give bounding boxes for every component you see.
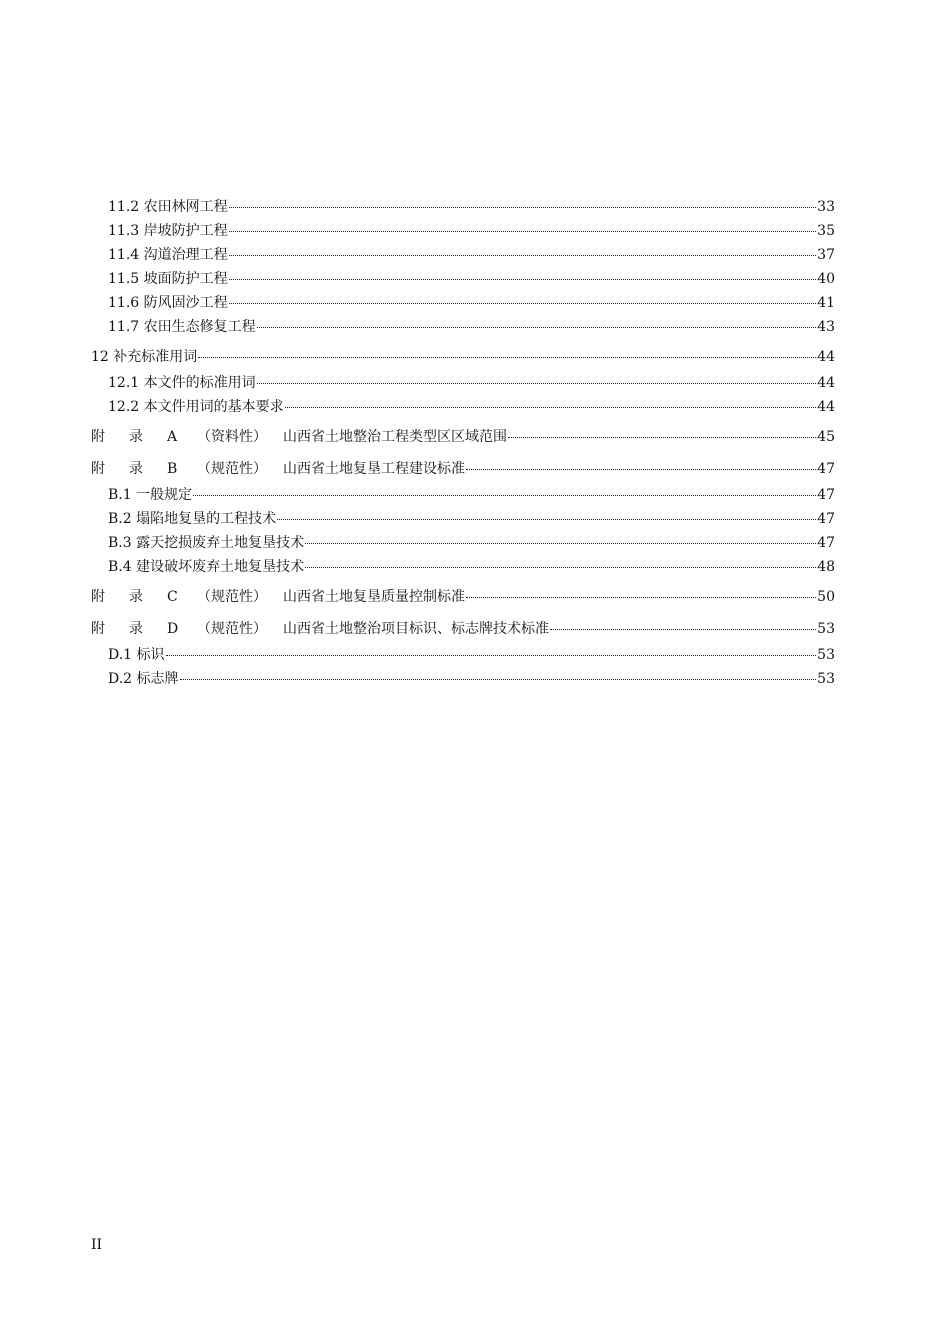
section-title: 农田生态修复工程: [143, 319, 256, 335]
section-title: 标识: [136, 647, 165, 663]
appendix-word: 录: [129, 589, 143, 605]
dot-leader: [229, 231, 817, 232]
page-number: 33: [817, 199, 835, 215]
dot-leader: [305, 543, 816, 544]
toc-entry-label: [108, 510, 276, 528]
section-number: 12: [91, 349, 109, 365]
section-number: 11.5: [108, 271, 140, 287]
section-title: 坡面防护工程: [143, 271, 228, 287]
toc-entry-11-2[interactable]: [108, 198, 835, 216]
section-title: 建设破坏废弃土地复垦技术: [136, 559, 305, 575]
page-number: 44: [817, 349, 835, 365]
toc-entry-11-6[interactable]: [108, 294, 835, 312]
dot-leader: [198, 357, 816, 358]
toc-entry-11-4[interactable]: [108, 246, 835, 264]
appendix-word: 附: [91, 429, 105, 445]
toc-entry-label: [91, 588, 465, 606]
appendix-letter: A: [167, 429, 178, 445]
toc-entry-label: [108, 374, 256, 392]
dot-leader: [257, 327, 817, 328]
dot-leader: [229, 255, 817, 256]
section-title: 山西省土地整治工程类型区区域范围: [283, 429, 507, 445]
toc-entry-label: [108, 222, 228, 240]
section-number: 12.2: [108, 399, 140, 415]
section-number: B.4: [108, 559, 132, 575]
appendix-type: （规范性）: [197, 589, 267, 605]
dot-leader: [550, 629, 816, 630]
page-number: 40: [817, 271, 835, 287]
section-number: 11.6: [108, 295, 140, 311]
page-number: 44: [817, 375, 835, 391]
dot-leader: [508, 437, 816, 438]
toc-entry-appendix-c[interactable]: [91, 588, 835, 606]
toc-entry-label: [108, 646, 165, 664]
page-number: 43: [817, 319, 835, 335]
appendix-type: （规范性）: [197, 461, 267, 477]
dot-leader: [305, 567, 816, 568]
appendix-word: 附: [91, 621, 105, 637]
section-number: 11.4: [108, 247, 140, 263]
toc-entry-label: [108, 670, 179, 688]
section-title: 塌陷地复垦的工程技术: [136, 511, 277, 527]
section-number: D.2: [108, 671, 133, 687]
toc-entry-appendix-b[interactable]: [91, 460, 835, 478]
toc-entry-label: [108, 270, 228, 288]
dot-leader: [180, 679, 817, 680]
toc-entry-d-2[interactable]: [108, 670, 835, 688]
appendix-letter: C: [167, 589, 178, 605]
toc-entry-11-7[interactable]: [108, 318, 835, 336]
page-number: 48: [817, 559, 835, 575]
dot-leader: [193, 495, 816, 496]
section-number: 11.7: [108, 319, 140, 335]
footer-page-number: II: [91, 1237, 103, 1253]
page-number: 53: [817, 621, 835, 637]
appendix-word: 附: [91, 461, 105, 477]
toc-entry-12-2[interactable]: [108, 398, 835, 416]
toc-entry-label: [108, 294, 228, 312]
toc-entry-label: [108, 198, 228, 216]
section-number: 12.1: [108, 375, 140, 391]
section-title: 防风固沙工程: [143, 295, 228, 311]
section-number: B.1: [108, 487, 132, 503]
appendix-word: 录: [129, 429, 143, 445]
section-number: 11.2: [108, 199, 140, 215]
section-title: 山西省土地复垦质量控制标准: [283, 589, 465, 605]
section-title: 沟道治理工程: [143, 247, 228, 263]
toc-entry-12[interactable]: [91, 348, 835, 366]
toc-entry-12-1[interactable]: [108, 374, 835, 392]
appendix-letter: B: [167, 461, 178, 477]
toc-entry-label: [91, 460, 465, 478]
page-number: 50: [817, 589, 835, 605]
appendix-word: 附: [91, 589, 105, 605]
section-title: 本文件用词的基本要求: [143, 399, 284, 415]
toc-entry-b-1[interactable]: [108, 486, 835, 504]
toc-entry-appendix-d[interactable]: [91, 620, 835, 638]
toc-entry-b-3[interactable]: [108, 534, 835, 552]
page-number: 53: [817, 647, 835, 663]
section-title: 本文件的标准用词: [143, 375, 256, 391]
appendix-word: 录: [129, 621, 143, 637]
page-number: 35: [817, 223, 835, 239]
dot-leader: [466, 469, 816, 470]
toc-entry-label: [108, 398, 284, 416]
section-title: 农田林网工程: [143, 199, 228, 215]
section-number: B.2: [108, 511, 132, 527]
toc-entry-label: [108, 558, 304, 576]
section-title: 岸坡防护工程: [143, 223, 228, 239]
page-number: 47: [817, 535, 835, 551]
toc-entry-label: [108, 246, 228, 264]
dot-leader: [166, 655, 817, 656]
dot-leader: [229, 207, 817, 208]
toc-entry-11-3[interactable]: [108, 222, 835, 240]
toc-entry-11-5[interactable]: [108, 270, 835, 288]
page-number: 47: [817, 461, 835, 477]
toc-entry-appendix-a[interactable]: [91, 428, 835, 446]
page-number: 47: [817, 511, 835, 527]
appendix-type: （资料性）: [197, 429, 267, 445]
section-number: 11.3: [108, 223, 140, 239]
dot-leader: [285, 407, 817, 408]
toc-entry-label: [91, 348, 197, 366]
section-number: D.1: [108, 647, 133, 663]
appendix-type: （规范性）: [197, 621, 267, 637]
dot-leader: [229, 303, 817, 304]
page-number: 53: [817, 671, 835, 687]
toc-entry-b-2[interactable]: [108, 510, 835, 528]
dot-leader: [257, 383, 817, 384]
page-number: 41: [817, 295, 835, 311]
dot-leader: [466, 597, 816, 598]
page-number: 45: [817, 429, 835, 445]
section-title: 山西省土地复垦工程建设标准: [283, 461, 465, 477]
section-title: 露天挖损废弃土地复垦技术: [136, 535, 305, 551]
section-title: 标志牌: [136, 671, 179, 687]
page-number: 44: [817, 399, 835, 415]
toc-entry-label: [91, 428, 507, 446]
appendix-letter: D: [167, 621, 179, 637]
dot-leader: [277, 519, 816, 520]
toc-entry-label: [91, 620, 549, 638]
page-number: 37: [817, 247, 835, 263]
section-number: B.3: [108, 535, 132, 551]
section-title: 山西省土地整治项目标识、标志牌技术标准: [283, 621, 549, 637]
dot-leader: [229, 279, 817, 280]
section-title: 一般规定: [136, 487, 193, 503]
toc-entry-label: [108, 534, 304, 552]
toc-entry-label: [108, 486, 192, 504]
toc-entry-label: [108, 318, 256, 336]
section-title: 补充标准用词: [113, 349, 198, 365]
appendix-word: 录: [129, 461, 143, 477]
page-number: 47: [817, 487, 835, 503]
toc-entry-b-4[interactable]: [108, 558, 835, 576]
toc-entry-d-1[interactable]: [108, 646, 835, 664]
